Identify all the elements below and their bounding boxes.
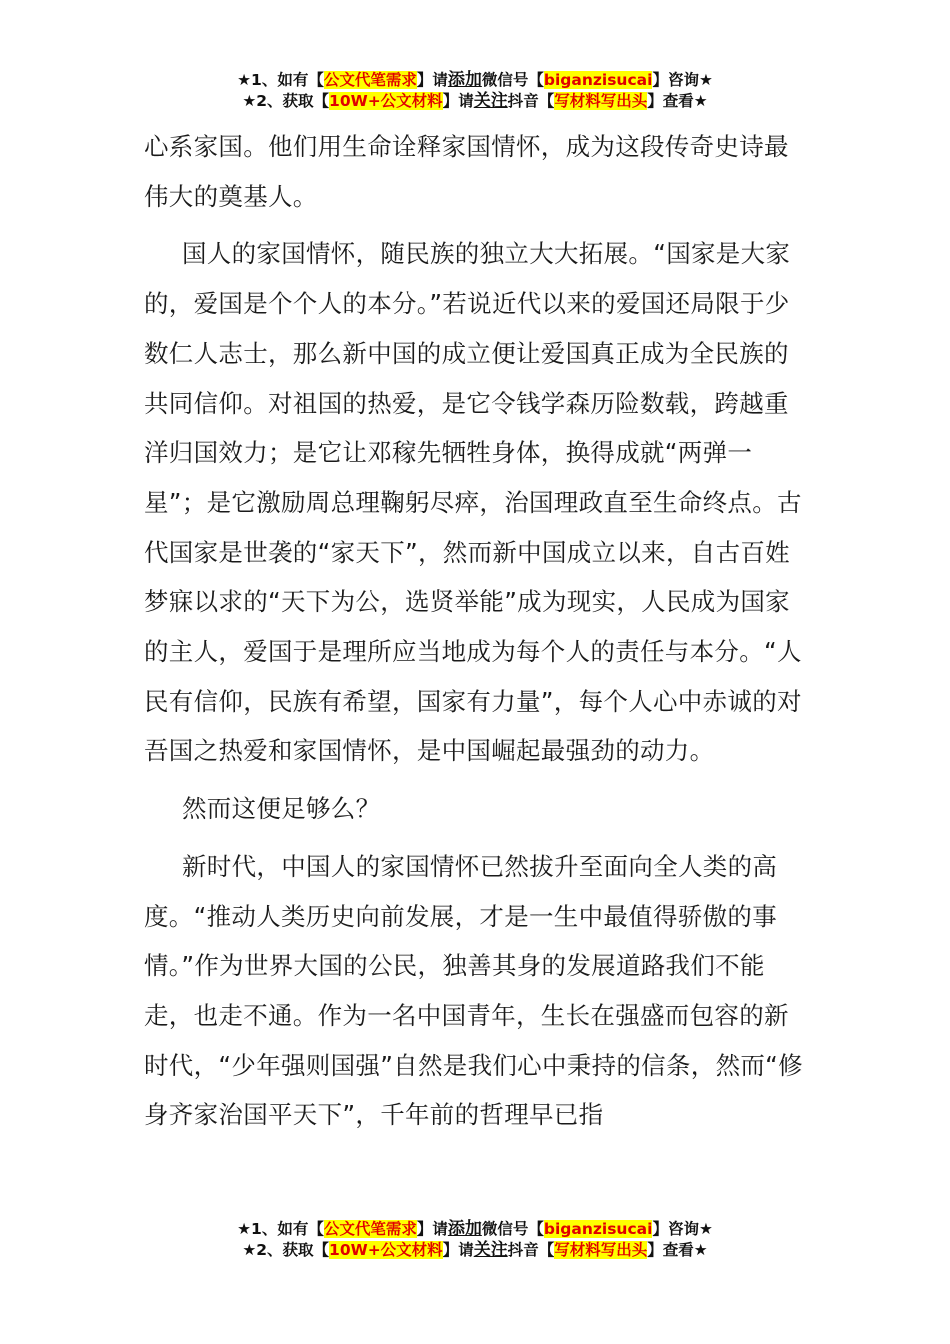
banner-text: 抖音【 xyxy=(507,1241,555,1259)
paragraph: 国人的家国情怀，随民族的独立大大拓展。“国家是大家的，爱国是个个人的本分。”若说近代以来的爱国还局限于少数仁人志士，那么新中国的成立便让爱国真正成为全民族的共同信仰。对祖国的热爱，是它令钱学森历险数载，跨越重洋归国效力；是它让邓稼先牺牲身体，换得成就“两弹一星”；是它激励周总理鞠躬尽瘁，治国理政直至生命终点。古代国家是世袭的“家天下”，然而新中国成立以来，自古百姓梦寐以求的“天下为公，选贤举能”成为现实，人民成为国家的主人，爱国于是理所应当地成为每个人的责任与本分。“人民有信仰，民族有希望，国家有力量”，每个人心中赤诚的对吾国之热爱和家国情怀，是中国崛起最强劲的动力。 xyxy=(144,239,802,766)
wechat-id-highlight: biganzisucai xyxy=(543,1220,653,1238)
wechat-id-highlight: biganzisucai xyxy=(543,71,653,89)
banner-text: 】请 xyxy=(416,71,448,89)
banner-emphasis: 关注 xyxy=(473,91,508,111)
footer-banner xyxy=(0,1219,950,1261)
banner-line-2 xyxy=(0,1240,950,1261)
paragraph: 然而这便足够么？ xyxy=(182,794,381,824)
banner-text: 】请 xyxy=(416,1220,448,1238)
banner-highlight: 10W+公文材料 xyxy=(329,1241,443,1259)
banner-text: ★1、如有【 xyxy=(237,71,324,89)
banner-text: 抖音【 xyxy=(507,92,555,110)
banner-text: 】请 xyxy=(442,92,474,110)
banner-text: 微信号【 xyxy=(481,71,544,89)
banner-text: ★2、获取【 xyxy=(242,1241,330,1259)
banner-text: 】请 xyxy=(442,1241,474,1259)
banner-text: 】咨询★ xyxy=(652,71,713,89)
banner-line-2 xyxy=(0,91,950,112)
paragraph: 新时代，中国人的家国情怀已然拔升至面向全人类的高度。“推动人类历史向前发展，才是一生中最值得骄傲的事情。”作为世界大国的公民，独善其身的发展道路我们不能走，也走不通。作为一名中国青年，生长在强盛而包容的新时代，“少年强则国强”自然是我们心中秉持的信条，然而“修身齐家治国平天下”，千年前的哲理早已指 xyxy=(144,851,803,1130)
document-body xyxy=(144,122,806,1148)
banner-line-1 xyxy=(0,1219,950,1240)
banner-text: ★2、获取【 xyxy=(242,92,330,110)
banner-emphasis: 关注 xyxy=(473,1240,508,1260)
banner-emphasis: 添加 xyxy=(447,1219,482,1239)
banner-highlight: 公文代笔需求 xyxy=(323,71,417,89)
banner-highlight: 公文代笔需求 xyxy=(323,1220,417,1238)
paragraph: 心系家国。他们用生命诠释家国情怀，成为这段传奇史诗最伟大的奠基人。 xyxy=(144,132,789,211)
banner-text: 】查看★ xyxy=(647,92,708,110)
banner-text: 】查看★ xyxy=(647,1241,708,1259)
banner-text: 微信号【 xyxy=(481,1220,544,1238)
banner-highlight: 10W+公文材料 xyxy=(329,92,443,110)
douyin-account-highlight: 写材料写出头 xyxy=(554,92,648,110)
douyin-account-highlight: 写材料写出头 xyxy=(554,1241,648,1259)
banner-line-1 xyxy=(0,70,950,91)
banner-text: 】咨询★ xyxy=(652,1220,713,1238)
header-banner xyxy=(0,70,950,112)
banner-text: ★1、如有【 xyxy=(237,1220,324,1238)
banner-emphasis: 添加 xyxy=(447,70,482,90)
